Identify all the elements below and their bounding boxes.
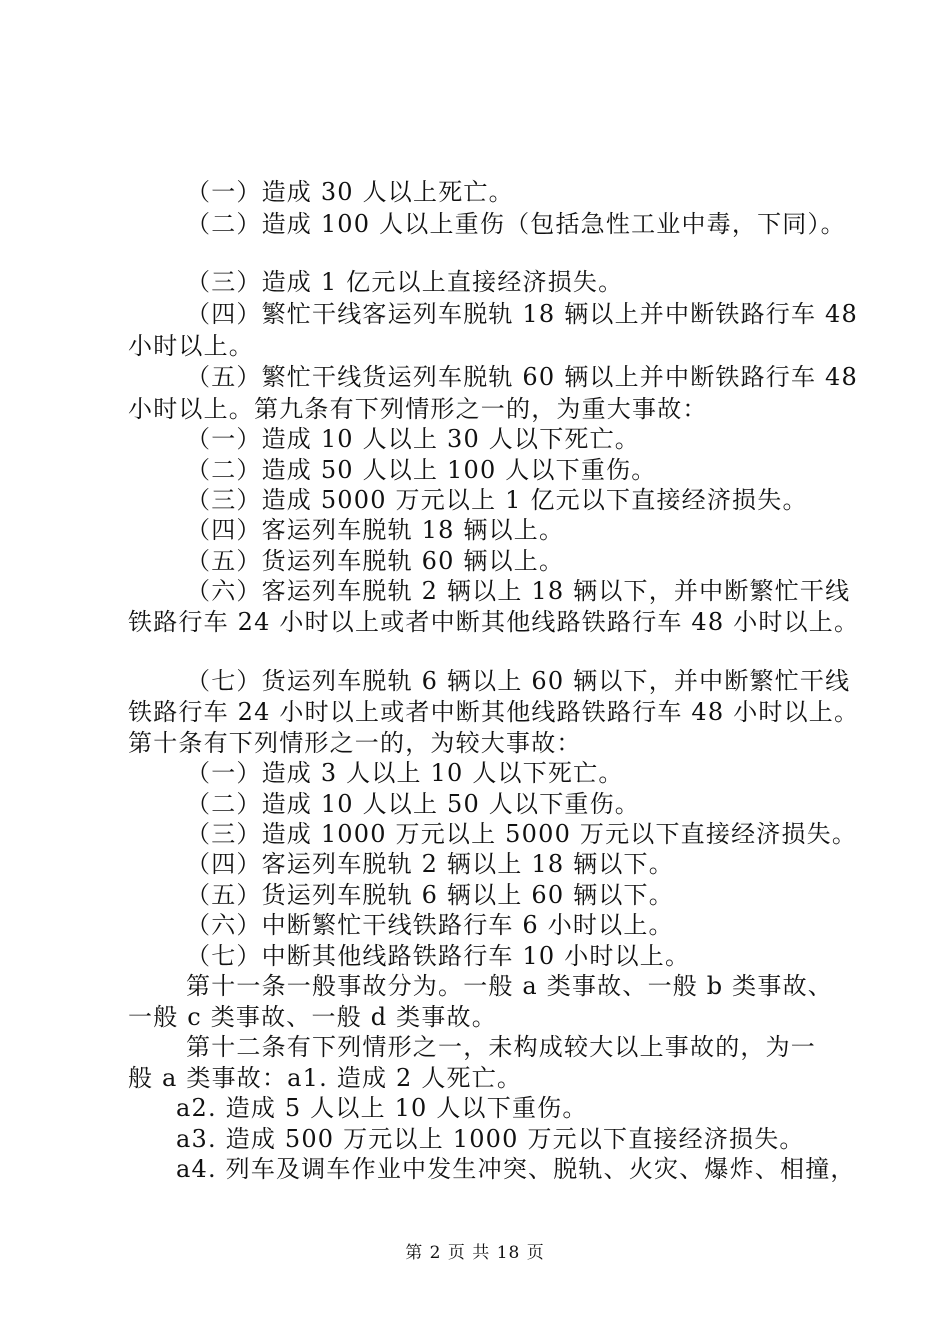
text-line: （四）繁忙干线客运列车脱轨 18 辆以上并中断铁路行车 48: [186, 300, 858, 328]
text-line: （七）中断其他线路铁路行车 10 小时以上。: [186, 942, 691, 970]
text-line: 铁路行车 24 小时以上或者中断其他线路铁路行车 48 小时以上。: [128, 698, 860, 726]
text-line: （二）造成 100 人以上重伤（包括急性工业中毒，下同）。: [186, 210, 846, 238]
text-line: （五）繁忙干线货运列车脱轨 60 辆以上并中断铁路行车 48: [186, 363, 858, 391]
text-line: （三）造成 5000 万元以上 1 亿元以下直接经济损失。: [186, 486, 808, 514]
text-line: 般 a 类事故：a1. 造成 2 人死亡。: [128, 1064, 523, 1092]
text-line: （三）造成 1000 万元以上 5000 万元以下直接经济损失。: [186, 820, 858, 848]
text-line: （四）客运列车脱轨 2 辆以上 18 辆以下。: [186, 850, 674, 878]
text-line: a3. 造成 500 万元以上 1000 万元以下直接经济损失。: [176, 1125, 805, 1153]
text-line: （一）造成 3 人以上 10 人以下死亡。: [186, 759, 624, 787]
text-line: 小时以上。: [128, 332, 254, 360]
text-line: （二）造成 10 人以上 50 人以下重伤。: [186, 790, 640, 818]
text-line: （一）造成 10 人以上 30 人以下死亡。: [186, 425, 640, 453]
text-line: 第十二条有下列情形之一，未构成较大以上事故的，为一: [186, 1033, 816, 1061]
text-line: 第十条有下列情形之一的，为较大事故：: [128, 729, 582, 757]
text-line: 一般 c 类事故、一般 d 类事故。: [128, 1003, 497, 1031]
text-line: （二）造成 50 人以上 100 人以下重伤。: [186, 456, 657, 484]
text-line: （六）中断繁忙干线铁路行车 6 小时以上。: [186, 911, 674, 939]
text-line: 第十一条一般事故分为。一般 a 类事故、一般 b 类事故、: [186, 972, 833, 1000]
text-line: （五）货运列车脱轨 6 辆以上 60 辆以下。: [186, 881, 674, 909]
text-line: （四）客运列车脱轨 18 辆以上。: [186, 516, 565, 544]
text-line: （七）货运列车脱轨 6 辆以上 60 辆以下，并中断繁忙干线: [186, 667, 851, 695]
text-line: 铁路行车 24 小时以上或者中断其他线路铁路行车 48 小时以上。: [128, 608, 860, 636]
text-line: （一）造成 30 人以上死亡。: [186, 178, 514, 206]
text-line: （三）造成 1 亿元以上直接经济损失。: [186, 268, 624, 296]
text-line: a4. 列车及调车作业中发生冲突、脱轨、火灾、爆炸、相撞，: [176, 1155, 856, 1183]
text-line: （六）客运列车脱轨 2 辆以上 18 辆以下，并中断繁忙干线: [186, 577, 851, 605]
text-line: a2. 造成 5 人以上 10 人以下重伤。: [176, 1094, 588, 1122]
page-footer: 第 2 页 共 18 页: [405, 1243, 545, 1263]
text-line: 小时以上。第九条有下列情形之一的，为重大事故：: [128, 395, 708, 423]
text-line: （五）货运列车脱轨 60 辆以上。: [186, 547, 565, 575]
